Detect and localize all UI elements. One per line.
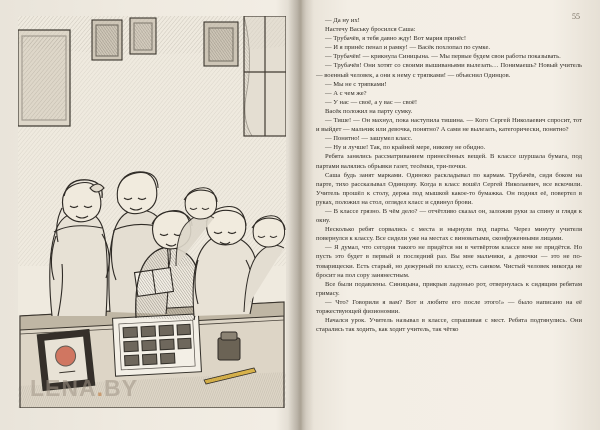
text-paragraph: — Трубачёв! — крикнула Синицына. — Мы первые будем свои работы показывать.: [325, 53, 561, 61]
text-paragraph: — Трубачёв! Они хотят со своими вышиваньями вылезать… Понимаешь? Новый учитель — военный человек, а они к нему с тряпками! — объяснил Одинцов.: [316, 62, 582, 79]
text-paragraph: Все были подавлены. Синицына, прикрыв ладонью рот, отвернулась к сидящим ребятам гримасу.: [316, 280, 582, 297]
text-paragraph: — Трубачёв, я тебя давно жду! Вот мария принёс!: [325, 35, 467, 43]
watermark-label: LENA.BY: [30, 375, 138, 401]
page-body-text: [316, 16, 582, 334]
text-paragraph: — А с чем же?: [325, 89, 367, 97]
text-paragraph: — И я принёс пенал и рамку! — Васёк похлопал по сумке.: [325, 44, 491, 52]
text-paragraph: Васёк положил на парту сумку.: [325, 107, 413, 115]
illustration-drawing: [18, 16, 286, 408]
text-paragraph: — В классе грязно. В чём дело? — отчётливо сказал он, заложив руки за спину и глядя к окну.: [316, 207, 582, 225]
text-paragraph: Несколько ребят сорвались с места и нырнули под парты. Через минуту учителя повернулся к классу. Все сидели уже на местах с виноватыми, сконфуженными лицами.: [316, 226, 582, 243]
text-paragraph: — У нас — своё, а у вас — своё!: [325, 98, 418, 106]
text-paragraph: — Тише! — Он махнул, пока наступила тишина. — Кого Сергей Николаевич спросит, тот и выйдет — мальчик или девочка, понятно? А сами не вылезать, категорически, понятно?: [316, 117, 582, 134]
text-paragraph: — Понятно! — зашумел класс.: [325, 135, 413, 143]
right-page: [300, 0, 600, 430]
text-paragraph: — Да ну их!: [325, 17, 360, 24]
text-paragraph: Настечу Ваську бросился Саша:: [325, 26, 416, 34]
text-paragraph: — Я думал, что сегодня такого не придётся ни в четвёртом классе мне не придётся. Но пусть это будет в первый и последний раз. Вы мне мальчики, а девочки — это не по-товарищески. Есть старый, но дежурный по классу, есть санком. Чистый человек никогда не бросит на пол сору занянестным.: [316, 244, 582, 279]
classroom-scene-illustration: [18, 16, 286, 408]
text-paragraph: — Ну и лучше! Так, по крайней мере, никому не обидно.: [325, 144, 486, 152]
text-paragraph: Начался урок. Учитель называл в классе, спрашивая с мест. Ребята подтянулись. Они старались так ходить, как ходит учитель, так чётко: [316, 317, 582, 334]
text-paragraph: Саша будь занят марками. Одиноко раскладывал по кармам. Трубачёв, сидя боком на парте, тихо рассказывал Одинцову. Когда в класс вошёл Сергей Николаевич, все вскочили. Учитель прошёл к столу, держа под мышкой какое-то бумажка. Он поднял её, повертел в руках, положил на стол, оглядел класс и сдвинул брови.: [316, 171, 582, 206]
text-paragraph: — Что? Говорили я вам? Вот и любите его после этого!» — было написано на её торжествующей физиономии.: [316, 298, 582, 315]
text-paragraph: Ребята занялись рассматриванием принесённых вещей. В классе шуршала бумага, под партами валялись обрывки газет, тесёмки, три-почки.: [316, 153, 582, 170]
text-paragraph: — Мы не с тряпками!: [325, 80, 387, 88]
page-number: 55: [572, 12, 580, 21]
